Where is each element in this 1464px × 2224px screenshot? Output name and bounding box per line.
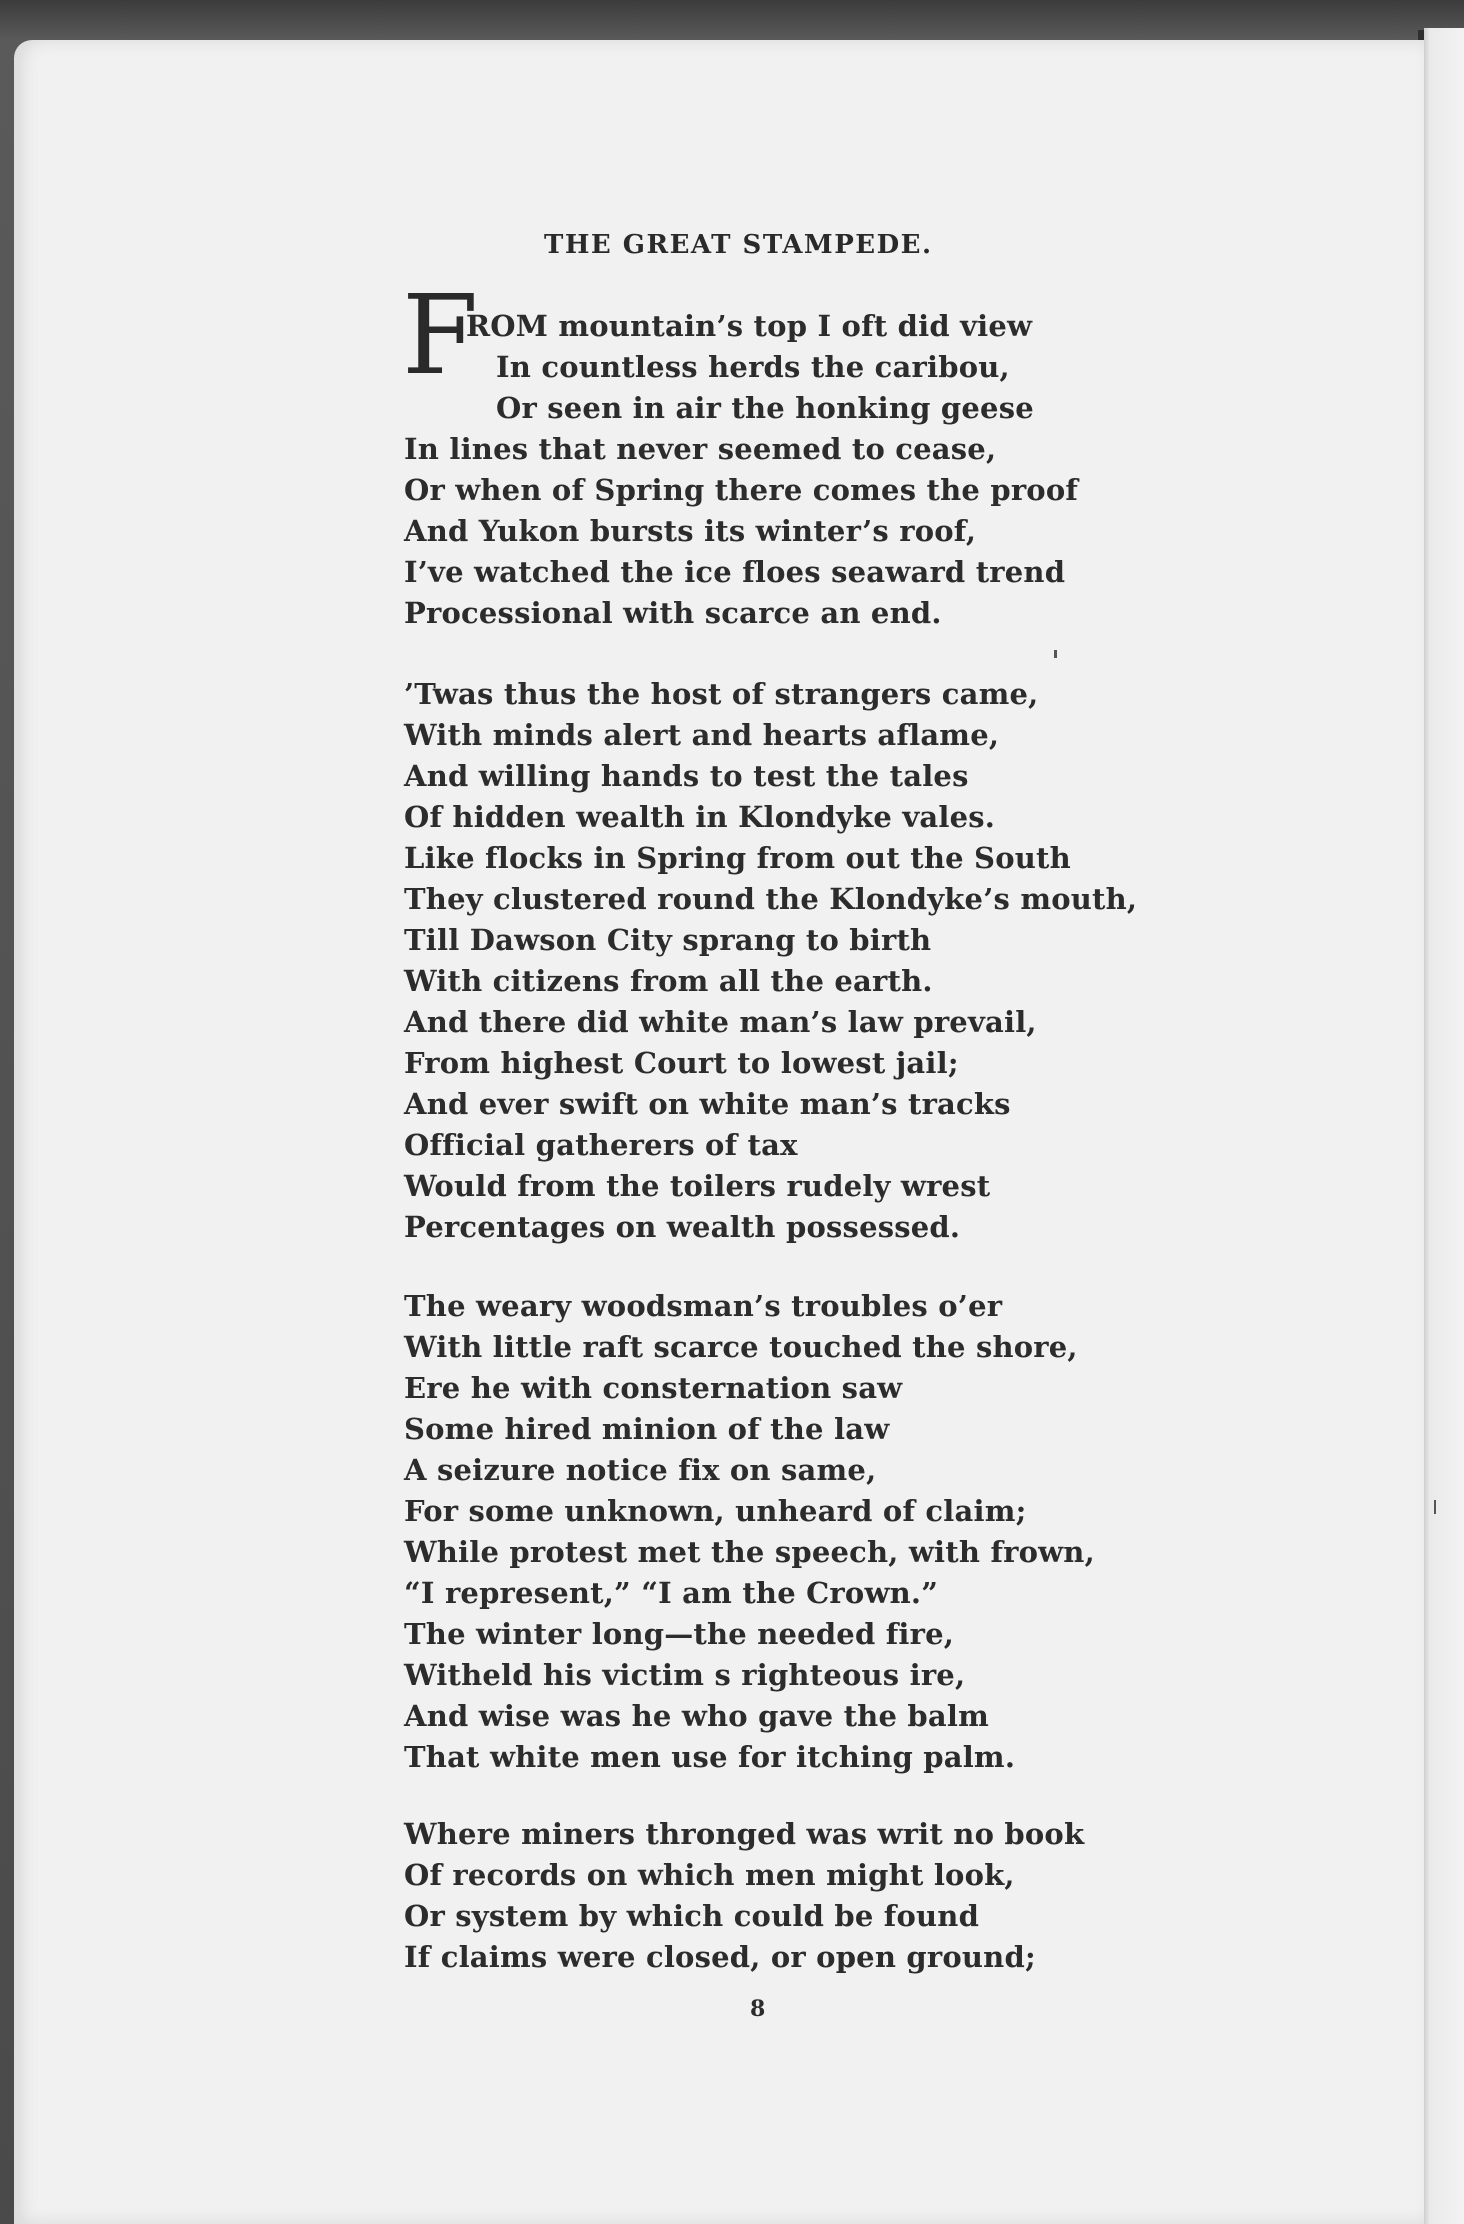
poem-line: Ere he with consternation saw	[404, 1371, 903, 1405]
facing-page-edge	[1424, 28, 1464, 2224]
ink-speck	[1434, 1500, 1436, 1514]
poem-line: The winter long—the needed fire,	[404, 1617, 955, 1651]
poem-line: Or seen in air the honking geese	[496, 391, 1034, 425]
poem-line: With citizens from all the earth.	[404, 964, 933, 998]
stanza-2	[404, 674, 1138, 1248]
stanza-3	[404, 1286, 1124, 1778]
poem-line: Till Dawson City sprang to birth	[404, 923, 932, 957]
poem-line: Of hidden wealth in Klondyke vales.	[404, 800, 996, 834]
poem-line: Or when of Spring there comes the proof	[404, 473, 1079, 507]
poem-line: ROM mountain’s top I oft did view	[466, 309, 1033, 343]
poem-line: Would from the toilers rudely wrest	[404, 1169, 991, 1203]
poem-line: Like flocks in Spring from out the South	[404, 841, 1071, 875]
poem-line: Processional with scarce an end.	[404, 596, 942, 630]
poem-line: And Yukon bursts its winter’s roof,	[404, 514, 977, 548]
poem-line: And wise was he who gave the balm	[404, 1699, 989, 1733]
poem-line: Or system by which could be found	[404, 1899, 980, 1933]
poem-line: And there did white man’s law prevail,	[404, 1005, 1037, 1039]
poem-line: While protest met the speech, with frown,	[404, 1535, 1095, 1569]
poem-line: Where miners thronged was writ no book	[404, 1817, 1085, 1851]
poem-line: For some unknown, unheard of claim;	[404, 1494, 1027, 1528]
drop-cap: F	[402, 271, 479, 399]
poem-line: I’ve watched the ice floes seaward trend	[404, 555, 1066, 589]
poem-line: In countless herds the caribou,	[496, 350, 1010, 384]
poem-line: If claims were closed, or open ground;	[404, 1940, 1036, 1974]
poem-line: That white men use for itching palm.	[404, 1740, 1016, 1774]
poem-line: Of records on which men might look,	[404, 1858, 1015, 1892]
poem-line: A seizure notice fix on same,	[404, 1453, 877, 1487]
stanza-4	[404, 1814, 1124, 1978]
poem-line: With little raft scarce touched the shore,	[404, 1330, 1078, 1364]
ink-speck	[1054, 650, 1057, 658]
poem-title: THE GREAT STAMPEDE.	[544, 230, 933, 260]
page-number: 8	[750, 1996, 766, 2022]
poem-line: ’Twas thus the host of strangers came,	[404, 677, 1039, 711]
stanza-1	[404, 306, 1124, 634]
poem-line: Witheld his victim s righteous ire,	[404, 1658, 966, 1692]
poem-line: From highest Court to lowest jail;	[404, 1046, 959, 1080]
poem-line: And willing hands to test the tales	[404, 759, 969, 793]
poem-line: In lines that never seemed to cease,	[404, 432, 997, 466]
poem-line: The weary woodsman’s troubles o’er	[404, 1289, 1003, 1323]
poem-line: They clustered round the Klondyke’s mouth,	[404, 882, 1138, 916]
poem-line: “I represent,” “I am the Crown.”	[404, 1576, 939, 1610]
poem-line: Percentages on wealth possessed.	[404, 1210, 961, 1244]
poem-line: Some hired minion of the law	[404, 1412, 890, 1446]
poem-line: And ever swift on white man’s tracks	[404, 1087, 1011, 1121]
poem-line: Official gatherers of tax	[404, 1128, 798, 1162]
poem-line: With minds alert and hearts aflame,	[404, 718, 1000, 752]
